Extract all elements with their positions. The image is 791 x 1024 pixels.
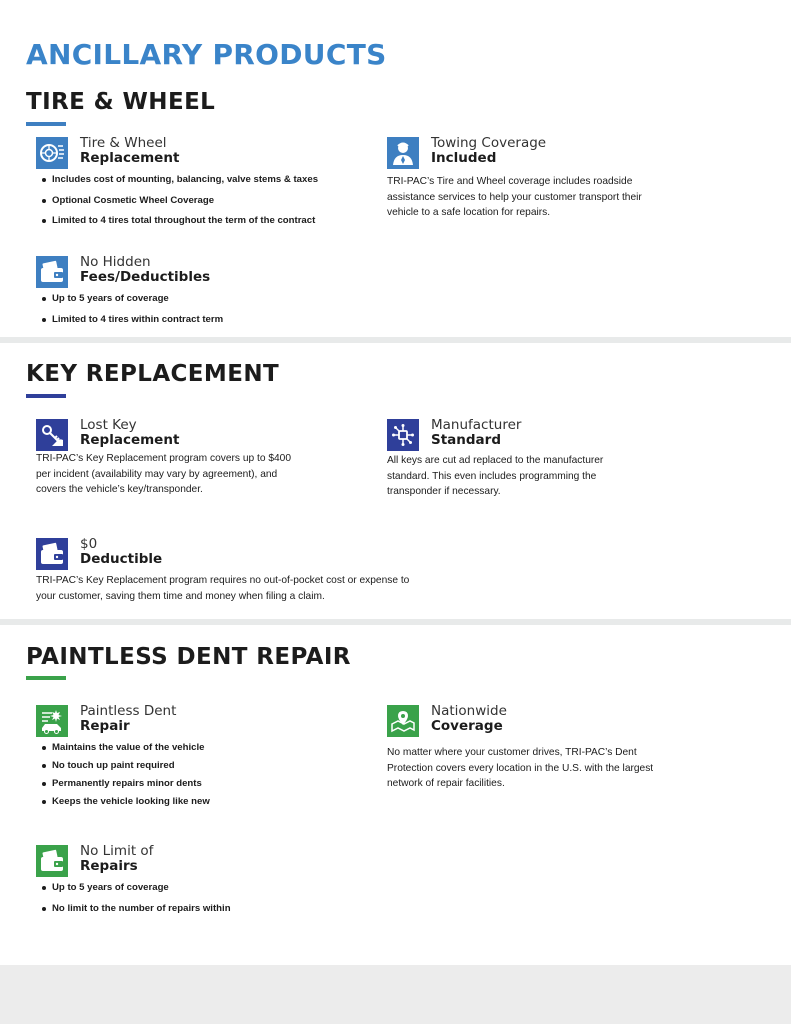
feature-heading-line1: Nationwide xyxy=(431,703,507,719)
feature-description: TRI-PAC’s Key Replacement program requires no out-of-pocket cost or expense to your customer, saving them time and money when filing a claim. xyxy=(36,575,410,602)
map-pin-icon xyxy=(387,705,419,737)
tire-icon xyxy=(36,137,68,169)
feature-heading-line1: Tire & Wheel xyxy=(80,135,167,151)
key-hand-icon xyxy=(36,419,68,451)
wallet-icon xyxy=(36,845,68,877)
feature-zero-deductible xyxy=(36,536,436,570)
section-divider xyxy=(0,337,791,343)
list-item: Includes cost of mounting, balancing, valve stems & taxes xyxy=(36,174,376,186)
section-title: PAINTLESS DENT REPAIR xyxy=(26,644,351,670)
section-divider xyxy=(0,619,791,625)
feature-heading-line2: Repair xyxy=(80,718,130,734)
feature-paintless-dent-repair xyxy=(36,703,356,814)
feature-heading-line2: Standard xyxy=(431,432,501,448)
list-item: Keeps the vehicle looking like new xyxy=(36,796,356,808)
section-title: TIRE & WHEEL xyxy=(26,89,216,115)
feature-heading-line1: No Limit of xyxy=(80,843,154,859)
section-accent-bar xyxy=(26,676,66,680)
feature-description: No matter where your customer drives, TRI-PAC’s Dent Protection covers every location in the U.S. with the largest network of repair facilities. xyxy=(387,747,654,789)
feature-description: TRI-PAC’s Key Replacement program covers up to $400 per incident (availability may vary by agreement), and covers the vehicle’s key/transponder. xyxy=(36,453,291,495)
section-accent-bar xyxy=(26,122,66,126)
feature-lost-key-replacement xyxy=(36,417,336,451)
feature-tire-wheel-replacement xyxy=(36,135,376,236)
page-title: ANCILLARY PRODUCTS xyxy=(26,38,387,71)
list-item: Optional Cosmetic Wheel Coverage xyxy=(36,195,376,207)
feature-heading-line1: Paintless Dent xyxy=(80,703,177,719)
feature-heading-line2: Replacement xyxy=(80,432,180,448)
list-item: Permanently repairs minor dents xyxy=(36,778,356,790)
feature-heading-line2: Included xyxy=(431,150,497,166)
feature-heading-line1: Towing Coverage xyxy=(431,135,547,151)
bullet-list xyxy=(36,174,376,227)
feature-heading-line2: Repairs xyxy=(80,858,138,874)
feature-towing-coverage xyxy=(387,135,677,221)
dent-car-icon xyxy=(36,705,68,737)
bullet-list xyxy=(36,882,356,915)
tow-driver-icon xyxy=(387,137,419,169)
wallet-icon xyxy=(36,256,68,288)
bullet-list xyxy=(36,293,376,326)
wallet-icon xyxy=(36,538,68,570)
feature-heading-line1: Lost Key xyxy=(80,417,137,433)
list-item: No limit to the number of repairs within xyxy=(36,903,356,915)
list-item: Up to 5 years of coverage xyxy=(36,882,356,894)
section-title: KEY REPLACEMENT xyxy=(26,361,280,387)
feature-heading-line2: Deductible xyxy=(80,551,163,567)
footer-band xyxy=(0,965,791,1024)
bullet-list xyxy=(36,742,356,808)
feature-description: TRI-PAC’s Tire and Wheel coverage includes roadside assistance services to help your customer transport their vehicle to a safe location for repairs. xyxy=(387,176,642,218)
list-item: Limited to 4 tires within contract term xyxy=(36,314,376,326)
feature-heading-line1: $0 xyxy=(80,536,98,552)
feature-manufacturer-standard xyxy=(387,417,677,451)
list-item: No touch up paint required xyxy=(36,760,356,772)
feature-no-limit-repairs xyxy=(36,843,356,923)
feature-heading-line2: Replacement xyxy=(80,150,180,166)
section-accent-bar xyxy=(26,394,66,398)
feature-heading-line2: Fees/Deductibles xyxy=(80,269,211,285)
feature-description: All keys are cut ad replaced to the manufacturer standard. This even includes programming the transponder if necessary. xyxy=(387,455,604,497)
feature-heading-line1: No Hidden xyxy=(80,254,151,270)
list-item: Up to 5 years of coverage xyxy=(36,293,376,305)
feature-no-hidden-fees xyxy=(36,254,376,334)
feature-nationwide-coverage xyxy=(387,703,677,737)
circuit-icon xyxy=(387,419,419,451)
feature-heading-line2: Coverage xyxy=(431,718,503,734)
feature-heading-line1: Manufacturer xyxy=(431,417,522,433)
list-item: Maintains the value of the vehicle xyxy=(36,742,356,754)
list-item: Limited to 4 tires total throughout the term of the contract xyxy=(36,215,376,227)
